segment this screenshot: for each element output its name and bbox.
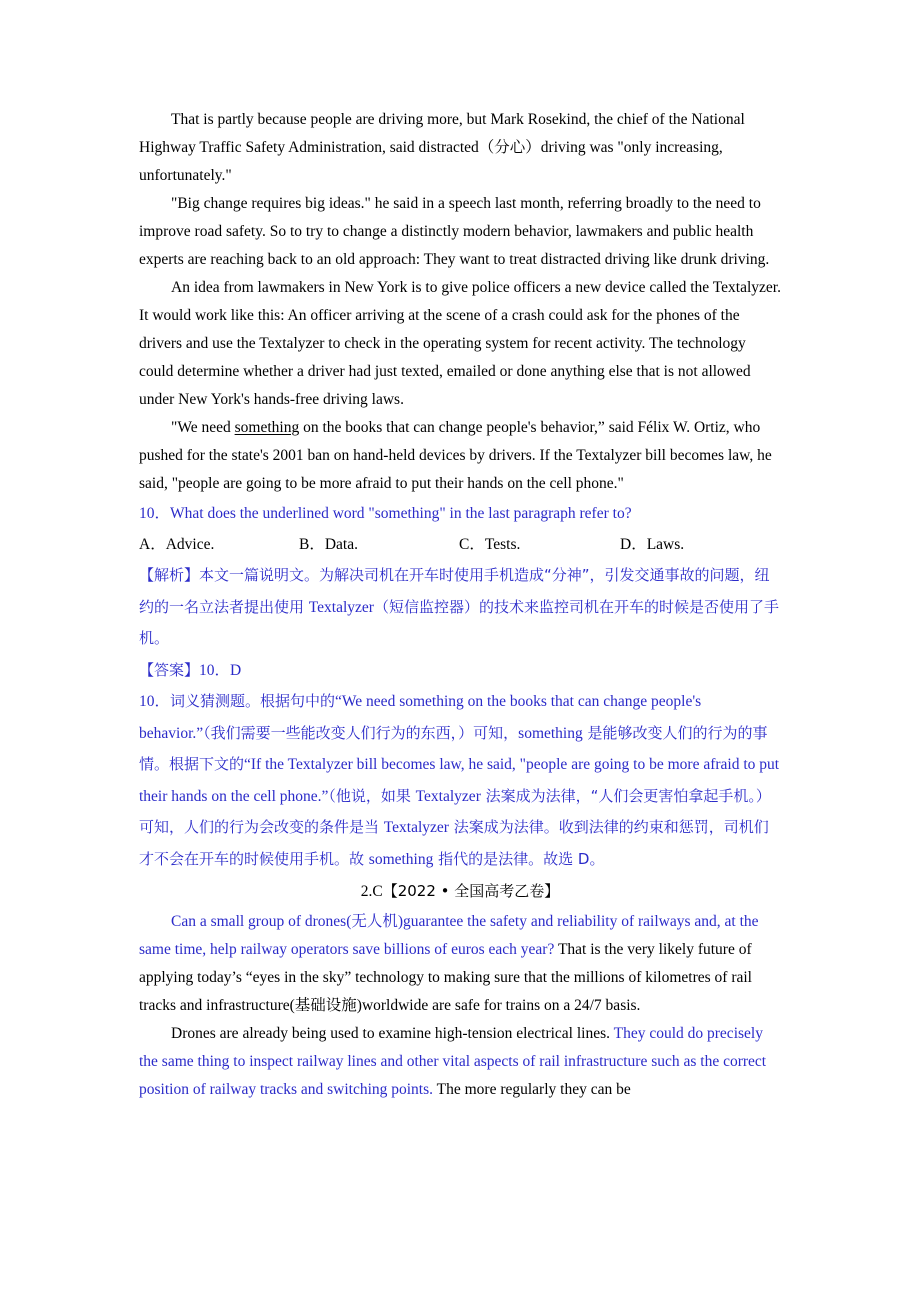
explanation-t5: 法案成为法律，“人们会更害怕拿起手机。）可知，人们的行为会改变的条件是当 [139, 786, 771, 836]
explanation-quote-2: “If the Textalyzer bill becomes law, he said, "people are going to be more afraid to put their hands on the cell phone.” [139, 756, 780, 805]
paragraph-3: An idea from lawmakers in New York is to give police officers a new device called the Textalyzer. It would work like this: An officer arriving at the scene of a crash could ask for the phones of the drivers and use the Textalyzer to check in the operating system for recent activity. The technology could determine whether a driver had just texted, emailed or done anything else that is not allowed under New York's hands-free driving laws. [139, 279, 781, 408]
section-source: 【2022 • 全国高考乙卷】 [382, 882, 560, 900]
paragraph-4 [139, 414, 781, 498]
passage-c-p1-highlight: Can a small group of drones(无人机)guarantee the safety and reliability of railways and, at the same time, help railway operators save billions of euros each year? [139, 913, 759, 958]
paragraph-1: That is partly because people are driving more, but Mark Rosekind, the chief of the National Highway Traffic Safety Administration, said distracted（分心）driving was "only increasing, unfortunately." [139, 111, 745, 184]
explanation-t3: 是能够改变人们的行为的事情。根据下文的 [139, 723, 768, 773]
paragraph-4-after: on the books that can change people's behavior,” said Félix W. Ortiz, who pushed for the state's 2001 ban on hand-held devices by drivers. If the Textalyzer bill becomes law, he said, "people are going to be more afraid to put their hands on the cell phone." [139, 419, 772, 492]
section-heading [139, 875, 781, 908]
answer-options [139, 529, 781, 560]
question-text: 10．What does the underlined word "something" in the last paragraph refer to? [139, 505, 632, 522]
explanation-t2: （我们需要一些能改变人们行为的东西，）可知， [203, 723, 519, 742]
explanation-en-1: something [518, 724, 583, 742]
answer-label: 【答案】 [139, 660, 200, 679]
explanation-t7: 指代的是法律。故选 D。 [433, 849, 605, 868]
explanation-t6: 法案成为法律。收到法律的约束和惩罚，司机们才不会在开车的时候使用手机。故 [139, 818, 769, 868]
analysis-text-1: 本文一篇说明文。为解决司机在开车时使用手机造成“分神”，引发交通事故的问题，纽约的一名立法者提出使用 [139, 566, 770, 616]
analysis-term: Textalyzer [308, 598, 374, 616]
analysis-text-2: （短信监控器）的技术来监控司机在开车的时候是否使用了手机。 [139, 597, 779, 647]
option-b: B．Data. [299, 536, 358, 553]
paragraph-2: "Big change requires big ideas." he said in a speech last month, referring broadly to the need to improve road safety. So to try to change a distinctly modern behavior, lawmakers and public health experts are reaching back to an old approach: They want to treat distracted driving like drunk driving. [139, 195, 770, 268]
analysis-block [139, 560, 781, 655]
option-c: C．Tests. [459, 536, 521, 553]
passage-c-paragraph-2 [139, 1020, 781, 1104]
explanation-quote-1: “We need something on the books that can change people's behavior.” [139, 693, 702, 742]
paragraph-4-before: "We need [171, 419, 235, 436]
underlined-word: something [234, 419, 300, 436]
section-prefix: 2.C [360, 883, 383, 900]
explanation-block [139, 686, 781, 875]
answer-block [139, 655, 781, 687]
analysis-label: 【解析】 [139, 566, 200, 584]
passage-c-p1-text: That is the very likely future of applying today’s “eyes in the sky” technology to making sure that the millions of kilometres of rail tracks and infrastructure(基础设施)worldwide are safe for trains on a 24/7 basis. [139, 941, 752, 1014]
explanation-en-4: something [368, 850, 434, 868]
answer-text: 10．D [199, 661, 242, 679]
explanation-t1: 词义猜测题。根据句中的 [170, 692, 336, 710]
passage-c-paragraph-1 [139, 908, 781, 1020]
option-d: D．Laws. [620, 536, 685, 553]
option-a: A．Advice. [139, 536, 215, 553]
explanation-num: 10． [139, 693, 171, 710]
explanation-en-2: Textalyzer [415, 787, 481, 805]
document-page [139, 106, 781, 1104]
passage-c-p2-text-1: Drones are already being used to examine high-tension electrical lines. [171, 1025, 614, 1042]
explanation-t4: （他说，如果 [328, 786, 416, 805]
passage-c-p2-text-2: The more regularly they can be [433, 1081, 631, 1098]
explanation-en-3: Textalyzer [383, 819, 449, 836]
passage-c-p2-highlight: They could do precisely the same thing to inspect railway lines and other vital aspects of rail infrastructure such as the correct position of railway tracks and switching points. [139, 1025, 767, 1098]
